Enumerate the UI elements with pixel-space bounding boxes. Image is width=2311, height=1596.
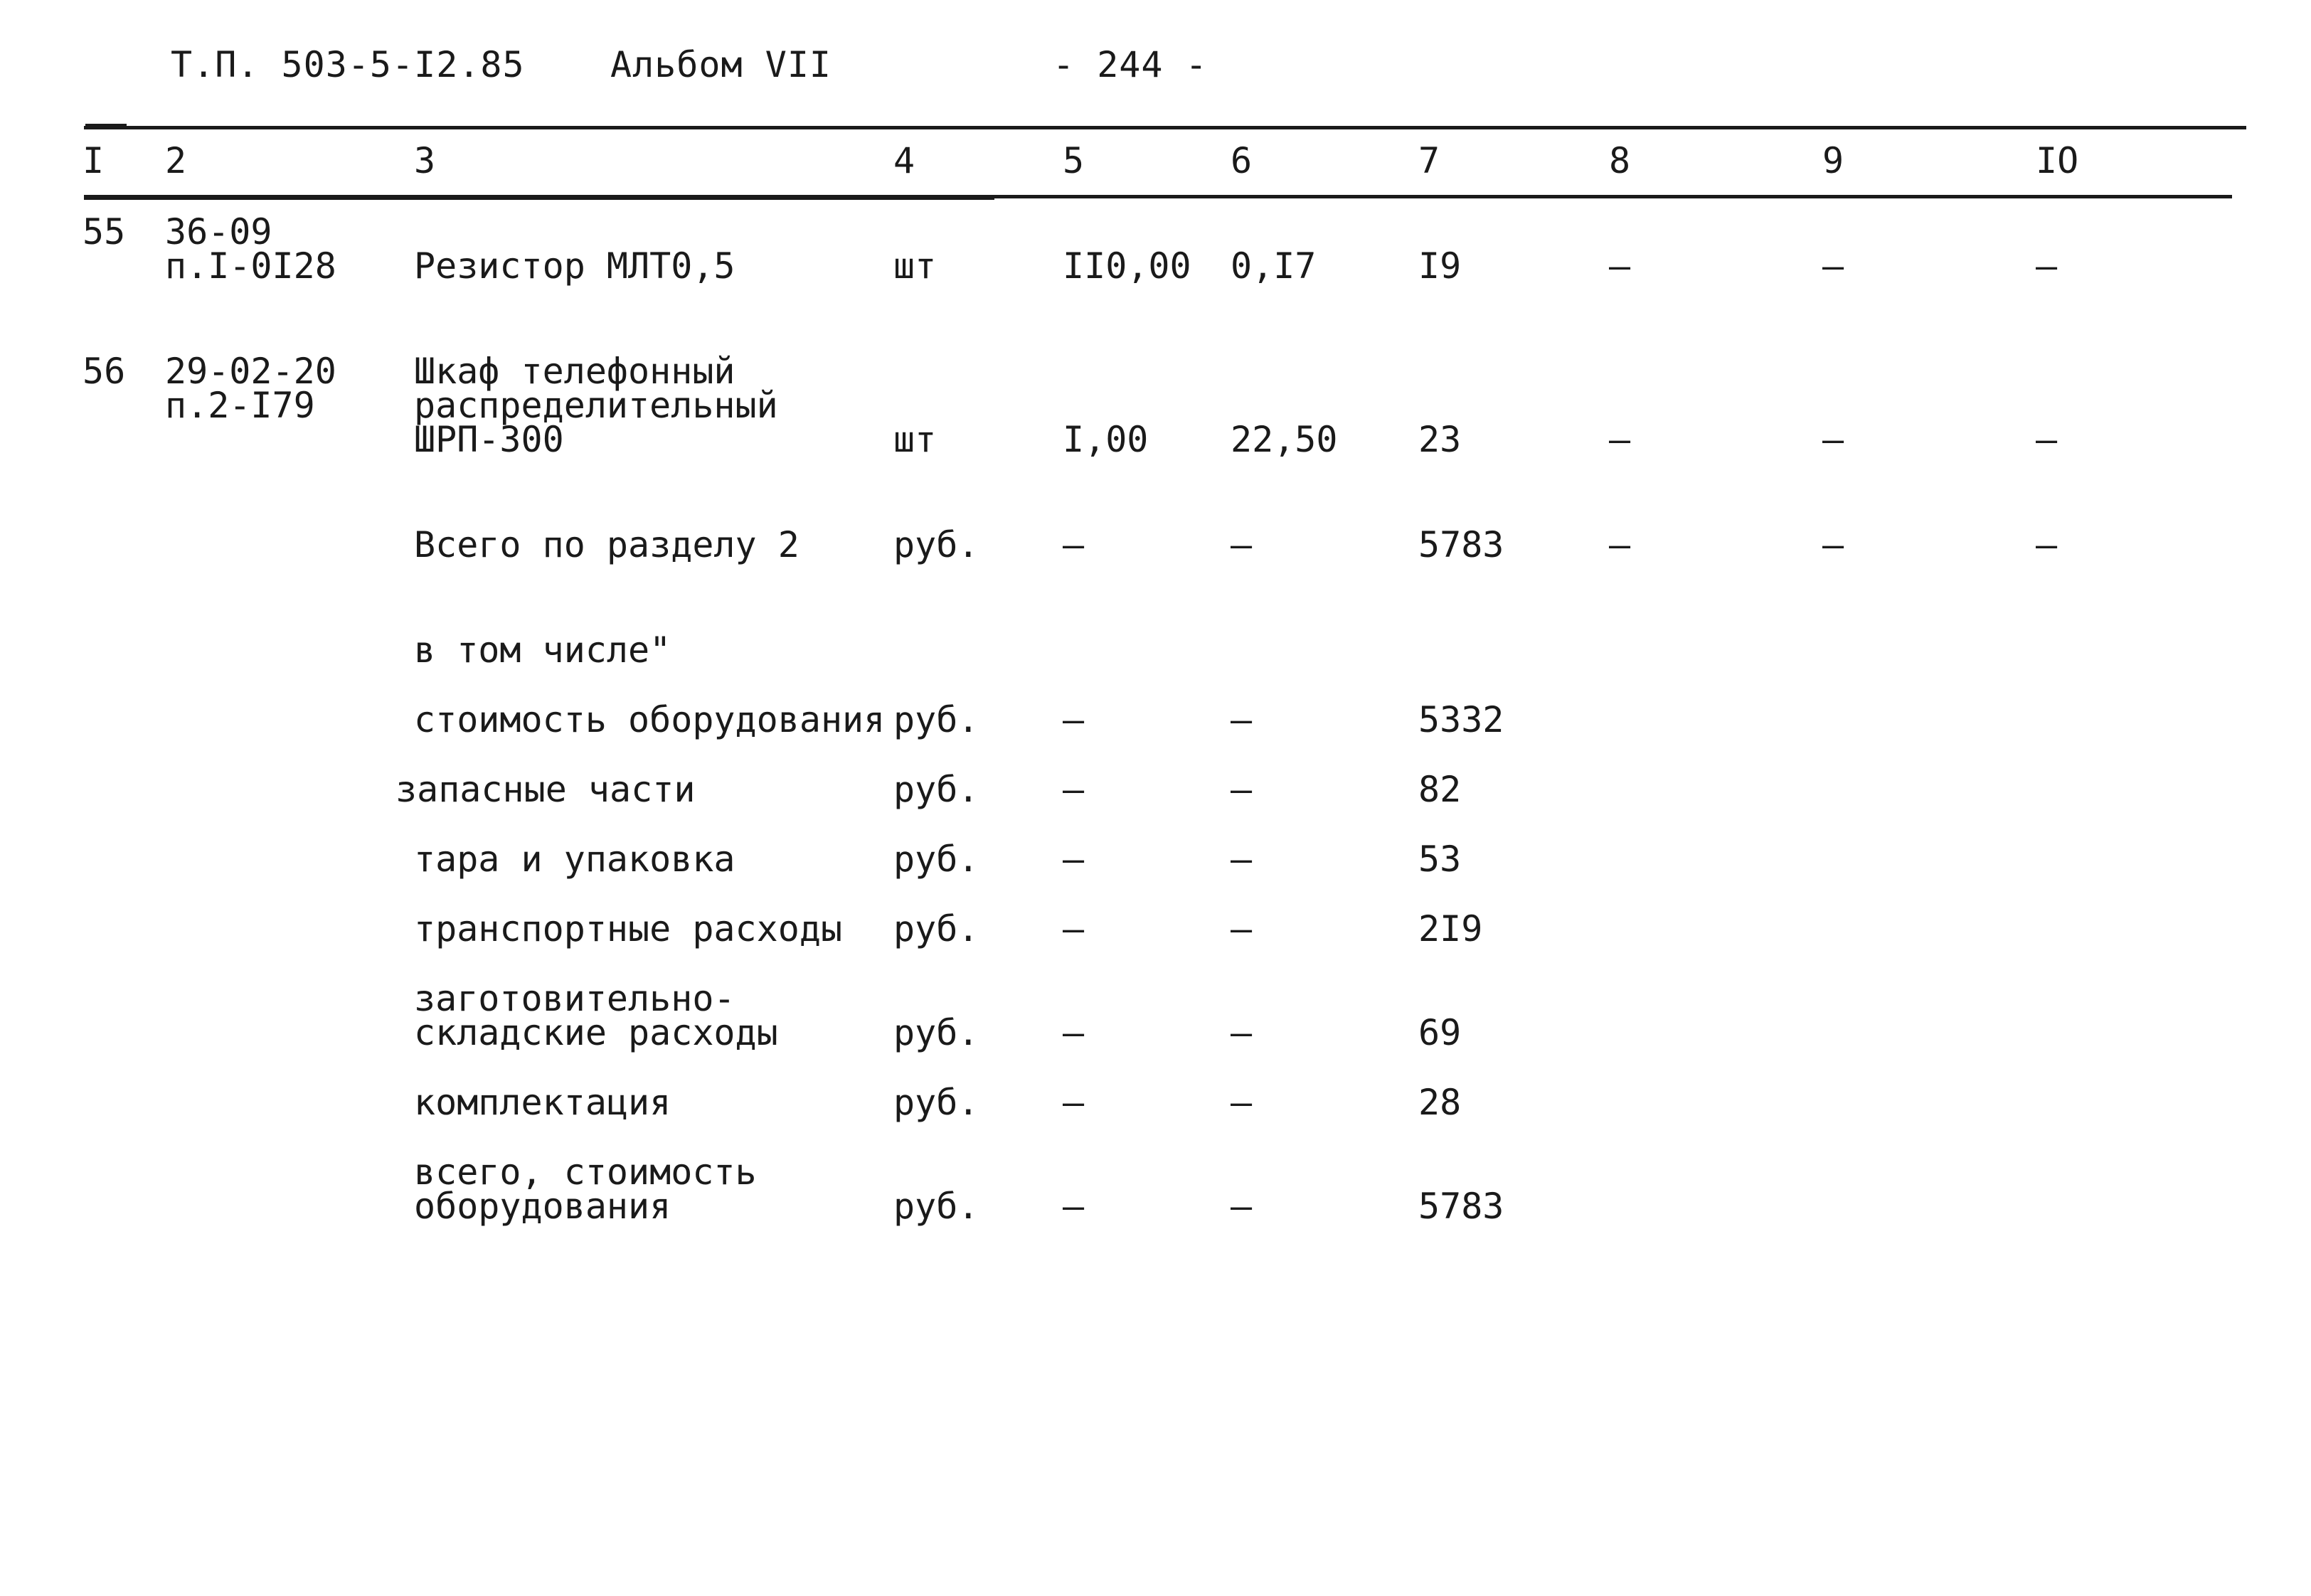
breakdown-unit: руб. <box>893 1082 979 1123</box>
row-quantity: I,00 <box>1063 419 1149 460</box>
breakdown-col6: – <box>1231 908 1253 949</box>
breakdown-col5: – <box>1063 1186 1085 1227</box>
section-total-col8: – <box>1609 524 1631 565</box>
breakdown-col6: – <box>1231 1012 1253 1053</box>
breakdown-unit: руб. <box>893 1186 979 1227</box>
section-total-col10: – <box>2036 524 2058 565</box>
column-header-1: I <box>83 140 105 181</box>
breakdown-value: 82 <box>1418 769 1462 810</box>
breakdown-value: 2I9 <box>1418 908 1483 949</box>
row-total: I9 <box>1418 245 1462 287</box>
including-label: в том числе" <box>414 629 671 671</box>
breakdown-value: 5332 <box>1418 699 1504 740</box>
header-rule <box>84 126 2246 129</box>
row-col9: – <box>1822 419 1844 460</box>
row-item-name-line2: распределительный <box>414 385 778 426</box>
row-code-line2: п.I-0I28 <box>165 245 336 287</box>
breakdown-col5: – <box>1063 1082 1085 1123</box>
column-header-10: IO <box>2036 140 2079 181</box>
column-header-2: 2 <box>165 140 187 181</box>
breakdown-col6: – <box>1231 839 1253 880</box>
row-number: 56 <box>83 351 126 392</box>
column-header-8: 8 <box>1609 140 1631 181</box>
column-header-3: 3 <box>414 140 436 181</box>
row-unit: шт <box>893 245 937 287</box>
section-total-col9: – <box>1822 524 1844 565</box>
breakdown-label-line2: складские расходы <box>414 1012 778 1053</box>
column-header-7: 7 <box>1418 140 1440 181</box>
row-code-line1: 29-02-20 <box>165 351 336 392</box>
row-item-name: Резистор МЛТ0,5 <box>414 245 735 287</box>
row-col8: – <box>1609 419 1631 460</box>
breakdown-col5: – <box>1063 1012 1085 1053</box>
row-col8: – <box>1609 245 1631 287</box>
breakdown-col6: – <box>1231 1082 1253 1123</box>
section-total-value: 5783 <box>1418 524 1504 565</box>
row-unit: шт <box>893 419 937 460</box>
column-header-6: 6 <box>1231 140 1253 181</box>
column-header-4: 4 <box>893 140 915 181</box>
breakdown-value: 53 <box>1418 839 1462 880</box>
breakdown-unit: руб. <box>893 699 979 740</box>
row-number: 55 <box>83 211 126 252</box>
breakdown-col5: – <box>1063 769 1085 810</box>
section-total-col6: – <box>1231 524 1253 565</box>
album-label: Альбом VII <box>610 44 832 85</box>
breakdown-col5: – <box>1063 699 1085 740</box>
breakdown-unit: руб. <box>893 839 979 880</box>
column-header-5: 5 <box>1063 140 1085 181</box>
row-item-name-line1: Шкаф телефонный <box>414 351 735 392</box>
row-total: 23 <box>1418 419 1462 460</box>
page-number: - 244 - <box>1053 44 1208 85</box>
row-code-line2: п.2-I79 <box>165 385 315 426</box>
section-total-unit: руб. <box>893 524 979 565</box>
breakdown-unit: руб. <box>893 769 979 810</box>
row-col10: – <box>2036 419 2058 460</box>
column-header-rule-secondary <box>84 198 994 200</box>
row-quantity: II0,00 <box>1063 245 1191 287</box>
breakdown-label-line2: оборудования <box>414 1186 671 1227</box>
row-price: 22,50 <box>1231 419 1338 460</box>
breakdown-label: комплектация <box>414 1082 671 1123</box>
row-code-line1: 36-09 <box>165 211 272 252</box>
breakdown-label-line1: всего, стоимость <box>414 1151 757 1193</box>
section-total-label: Всего по разделу 2 <box>414 524 799 565</box>
breakdown-label-line1: заготовительно- <box>414 978 735 1019</box>
breakdown-label: стоимость оборудования <box>414 699 886 740</box>
breakdown-unit: руб. <box>893 1012 979 1053</box>
breakdown-col6: – <box>1231 769 1253 810</box>
breakdown-value: 5783 <box>1418 1186 1504 1227</box>
breakdown-col5: – <box>1063 839 1085 880</box>
document-code: Т.П. 503-5-I2.85 <box>171 44 525 85</box>
breakdown-value: 28 <box>1418 1082 1462 1123</box>
breakdown-value: 69 <box>1418 1012 1462 1053</box>
row-item-name-line3: ШРП-300 <box>414 419 564 460</box>
row-col9: – <box>1822 245 1844 287</box>
breakdown-label: транспортные расходы <box>414 908 843 949</box>
breakdown-label: запасные части <box>395 769 696 810</box>
section-total-col5: – <box>1063 524 1085 565</box>
breakdown-col6: – <box>1231 1186 1253 1227</box>
row-price: 0,I7 <box>1231 245 1317 287</box>
row-col10: – <box>2036 245 2058 287</box>
breakdown-col5: – <box>1063 908 1085 949</box>
breakdown-unit: руб. <box>893 908 979 949</box>
breakdown-label: тара и упаковка <box>414 839 735 880</box>
column-header-9: 9 <box>1822 140 1844 181</box>
breakdown-col6: – <box>1231 699 1253 740</box>
